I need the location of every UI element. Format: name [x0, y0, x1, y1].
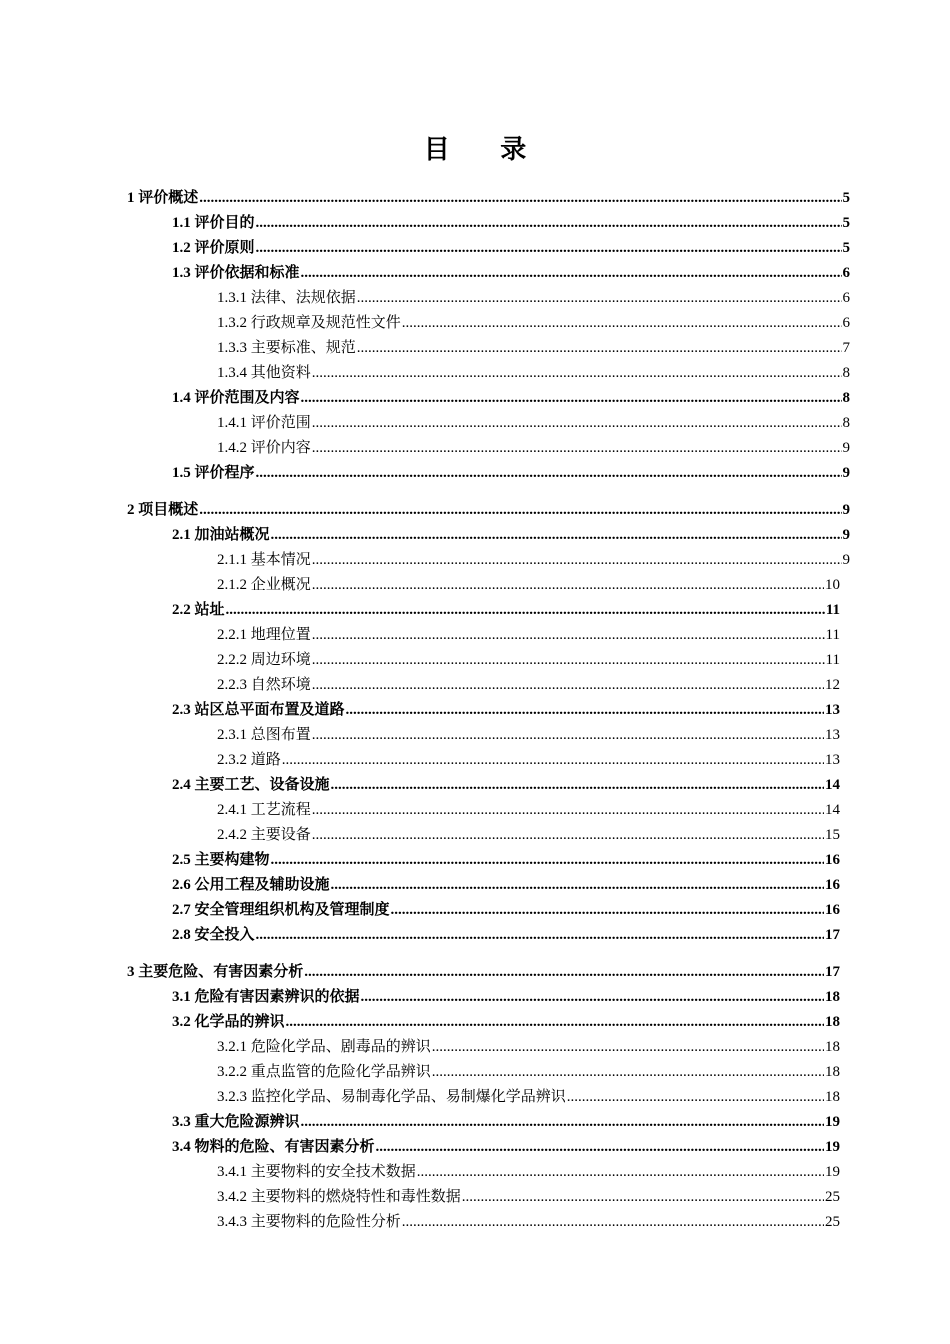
toc-entry-page-number: 5 [842, 215, 850, 231]
toc-entry-page-number: 11 [825, 602, 840, 618]
toc-entry[interactable] [0, 648, 950, 673]
dot-leader [312, 623, 825, 648]
toc-entry-label: 2.2.1 地理位置 [217, 627, 311, 643]
dot-leader [331, 873, 824, 898]
toc-entry-page-number: 16 [825, 902, 840, 918]
toc-entry-label: 1.4 评价范围及内容 [172, 390, 300, 406]
dot-leader [312, 723, 824, 748]
table-of-contents [0, 186, 950, 1235]
toc-entry-label: 3.4.1 主要物料的安全技术数据 [217, 1164, 416, 1180]
dot-leader [199, 186, 841, 211]
toc-entry-page-number: 13 [825, 752, 840, 768]
toc-entry-page-number: 8 [842, 390, 850, 406]
dot-leader [256, 923, 824, 948]
toc-entry-page-number: 19 [825, 1164, 840, 1180]
toc-entry-label: 2 项目概述 [127, 502, 199, 518]
toc-entry[interactable] [0, 336, 950, 361]
toc-entry[interactable] [0, 898, 950, 923]
toc-entry-label: 2.5 主要构建物 [172, 852, 270, 868]
toc-entry-page-number: 25 [825, 1214, 840, 1230]
toc-entry-label: 2.7 安全管理组织机构及管理制度 [172, 902, 390, 918]
toc-entry-page-number: 15 [825, 827, 840, 843]
toc-entry-page-number: 8 [842, 415, 850, 431]
dot-leader [301, 386, 842, 411]
toc-entry-page-number: 6 [842, 290, 850, 306]
toc-entry[interactable] [0, 698, 950, 723]
toc-entry-page-number: 25 [825, 1189, 840, 1205]
toc-entry[interactable] [0, 823, 950, 848]
toc-entry[interactable] [0, 411, 950, 436]
dot-leader [282, 748, 824, 773]
dot-leader [432, 1035, 824, 1060]
dot-leader [346, 698, 824, 723]
toc-entry-page-number: 6 [842, 315, 850, 331]
toc-entry-label: 3.1 危险有害因素辨识的依据 [172, 989, 360, 1005]
toc-entry[interactable] [0, 1010, 950, 1035]
toc-entry[interactable] [0, 598, 950, 623]
toc-entry[interactable] [0, 461, 950, 486]
toc-entry[interactable] [0, 436, 950, 461]
toc-entry-label: 3.4.2 主要物料的燃烧特性和毒性数据 [217, 1189, 461, 1205]
toc-entry-label: 3.4.3 主要物料的危险性分析 [217, 1214, 401, 1230]
toc-entry[interactable] [0, 623, 950, 648]
toc-entry-page-number: 10 [825, 577, 840, 593]
toc-entry-page-number: 9 [842, 527, 850, 543]
toc-entry-label: 1.2 评价原则 [172, 240, 255, 256]
toc-entry-page-number: 13 [825, 727, 840, 743]
dot-leader [331, 773, 824, 798]
dot-leader [312, 823, 824, 848]
toc-entry[interactable] [0, 673, 950, 698]
dot-leader [199, 498, 841, 523]
toc-entry-label: 1.5 评价程序 [172, 465, 255, 481]
toc-entry-label: 1 评价概述 [127, 190, 199, 206]
toc-entry[interactable] [0, 311, 950, 336]
toc-entry-page-number: 9 [842, 440, 850, 456]
toc-entry-label: 2.4.1 工艺流程 [217, 802, 311, 818]
dot-leader [256, 211, 842, 236]
toc-entry-label: 3.4 物料的危险、有害因素分析 [172, 1139, 375, 1155]
toc-entry-label: 1.1 评价目的 [172, 215, 255, 231]
toc-entry-page-number: 16 [825, 877, 840, 893]
toc-entry-label: 3 主要危险、有害因素分析 [127, 964, 304, 980]
dot-leader [256, 236, 842, 261]
toc-entry[interactable] [0, 261, 950, 286]
toc-entry-page-number: 19 [825, 1139, 840, 1155]
toc-entry-label: 1.3 评价依据和标准 [172, 265, 300, 281]
dot-leader [312, 548, 842, 573]
dot-leader [312, 361, 842, 386]
dot-leader [312, 673, 824, 698]
dot-leader [256, 461, 842, 486]
toc-entry-page-number: 18 [825, 1089, 840, 1105]
toc-entry-page-number: 12 [825, 677, 840, 693]
dot-leader [462, 1185, 824, 1210]
dot-leader [304, 960, 824, 985]
toc-entry-page-number: 9 [842, 552, 850, 568]
toc-entry-label: 1.4.2 评价内容 [217, 440, 311, 456]
toc-entry-label: 2.2.3 自然环境 [217, 677, 311, 693]
dot-leader [432, 1060, 824, 1085]
toc-entry-page-number: 19 [825, 1114, 840, 1130]
toc-entry-page-number: 13 [825, 702, 840, 718]
dot-leader [301, 1110, 824, 1135]
toc-entry-page-number: 5 [842, 190, 850, 206]
dot-leader [286, 1010, 824, 1035]
dot-leader [312, 436, 842, 461]
toc-entry[interactable] [0, 723, 950, 748]
toc-entry[interactable] [0, 361, 950, 386]
toc-entry[interactable] [0, 211, 950, 236]
toc-entry-label: 2.6 公用工程及辅助设施 [172, 877, 330, 893]
toc-entry-page-number: 14 [825, 777, 840, 793]
toc-entry[interactable] [0, 386, 950, 411]
toc-entry[interactable] [0, 773, 950, 798]
toc-entry-label: 3.2 化学品的辨识 [172, 1014, 285, 1030]
toc-entry-page-number: 17 [825, 964, 840, 980]
toc-entry-label: 2.8 安全投入 [172, 927, 255, 943]
dot-leader [312, 573, 824, 598]
toc-entry[interactable] [0, 286, 950, 311]
toc-entry-label: 3.3 重大危险源辨识 [172, 1114, 300, 1130]
toc-entry[interactable] [0, 1110, 950, 1135]
toc-entry-page-number: 6 [842, 265, 850, 281]
toc-entry-label: 2.4 主要工艺、设备设施 [172, 777, 330, 793]
toc-entry-page-number: 5 [842, 240, 850, 256]
toc-entry-page-number: 7 [842, 340, 850, 356]
dot-leader [391, 898, 824, 923]
toc-entry-page-number: 18 [825, 1039, 840, 1055]
toc-entry-label: 2.3 站区总平面布置及道路 [172, 702, 345, 718]
toc-entry[interactable] [0, 748, 950, 773]
toc-entry-label: 3.2.3 监控化学品、易制毒化学品、易制爆化学品辨识 [217, 1089, 566, 1105]
toc-entry-label: 2.2 站址 [172, 602, 225, 618]
toc-entry-label: 1.3.2 行政规章及规范性文件 [217, 315, 401, 331]
dot-leader [312, 411, 842, 436]
dot-leader [271, 523, 842, 548]
toc-entry[interactable] [0, 1135, 950, 1160]
toc-entry-page-number: 14 [825, 802, 840, 818]
dot-leader [567, 1085, 824, 1110]
toc-entry[interactable] [0, 1160, 950, 1185]
toc-entry[interactable] [0, 798, 950, 823]
toc-entry-page-number: 11 [825, 652, 840, 668]
toc-entry-page-number: 16 [825, 852, 840, 868]
toc-entry-label: 2.1.1 基本情况 [217, 552, 311, 568]
toc-entry-page-number: 18 [825, 1014, 840, 1030]
toc-entry-label: 3.2.1 危险化学品、剧毒品的辨识 [217, 1039, 431, 1055]
toc-entry[interactable] [0, 1060, 950, 1085]
toc-entry[interactable] [0, 873, 950, 898]
toc-entry-page-number: 17 [825, 927, 840, 943]
toc-entry-label: 2.2.2 周边环境 [217, 652, 311, 668]
toc-entry[interactable] [0, 1210, 950, 1235]
dot-leader [376, 1135, 824, 1160]
toc-entry[interactable] [0, 960, 950, 985]
dot-leader [402, 1210, 824, 1235]
page-title: 目 录 [423, 135, 549, 164]
toc-entry-label: 2.4.2 主要设备 [217, 827, 311, 843]
toc-entry-page-number: 8 [842, 365, 850, 381]
toc-entry[interactable] [0, 923, 950, 948]
dot-leader [357, 336, 842, 361]
toc-entry[interactable] [0, 1085, 950, 1110]
toc-entry[interactable] [0, 523, 950, 548]
toc-entry-label: 1.3.4 其他资料 [217, 365, 311, 381]
dot-leader [226, 598, 825, 623]
dot-leader [301, 261, 842, 286]
toc-entry-page-number: 11 [825, 627, 840, 643]
toc-entry[interactable] [0, 573, 950, 598]
dot-leader [417, 1160, 824, 1185]
toc-entry-page-number: 18 [825, 1064, 840, 1080]
dot-leader [271, 848, 824, 873]
toc-entry-label: 1.3.1 法律、法规依据 [217, 290, 356, 306]
toc-entry[interactable] [0, 1035, 950, 1060]
toc-entry-label: 2.3.2 道路 [217, 752, 281, 768]
toc-entry-page-number: 18 [825, 989, 840, 1005]
dot-leader [361, 985, 824, 1010]
toc-entry-label: 2.1.2 企业概况 [217, 577, 311, 593]
toc-entry[interactable] [0, 498, 950, 523]
dot-leader [357, 286, 842, 311]
dot-leader [402, 311, 842, 336]
toc-entry-label: 1.3.3 主要标准、规范 [217, 340, 356, 356]
toc-entry-label: 3.2.2 重点监管的危险化学品辨识 [217, 1064, 431, 1080]
toc-entry[interactable] [0, 1185, 950, 1210]
dot-leader [312, 798, 824, 823]
toc-entry-label: 2.1 加油站概况 [172, 527, 270, 543]
toc-entry[interactable] [0, 236, 950, 261]
toc-entry[interactable] [0, 848, 950, 873]
toc-entry-page-number: 9 [842, 465, 850, 481]
toc-entry[interactable] [0, 985, 950, 1010]
dot-leader [312, 648, 825, 673]
toc-entry[interactable] [0, 548, 950, 573]
toc-entry[interactable] [0, 186, 950, 211]
toc-entry-label: 2.3.1 总图布置 [217, 727, 311, 743]
toc-entry-label: 1.4.1 评价范围 [217, 415, 311, 431]
toc-entry-page-number: 9 [842, 502, 850, 518]
